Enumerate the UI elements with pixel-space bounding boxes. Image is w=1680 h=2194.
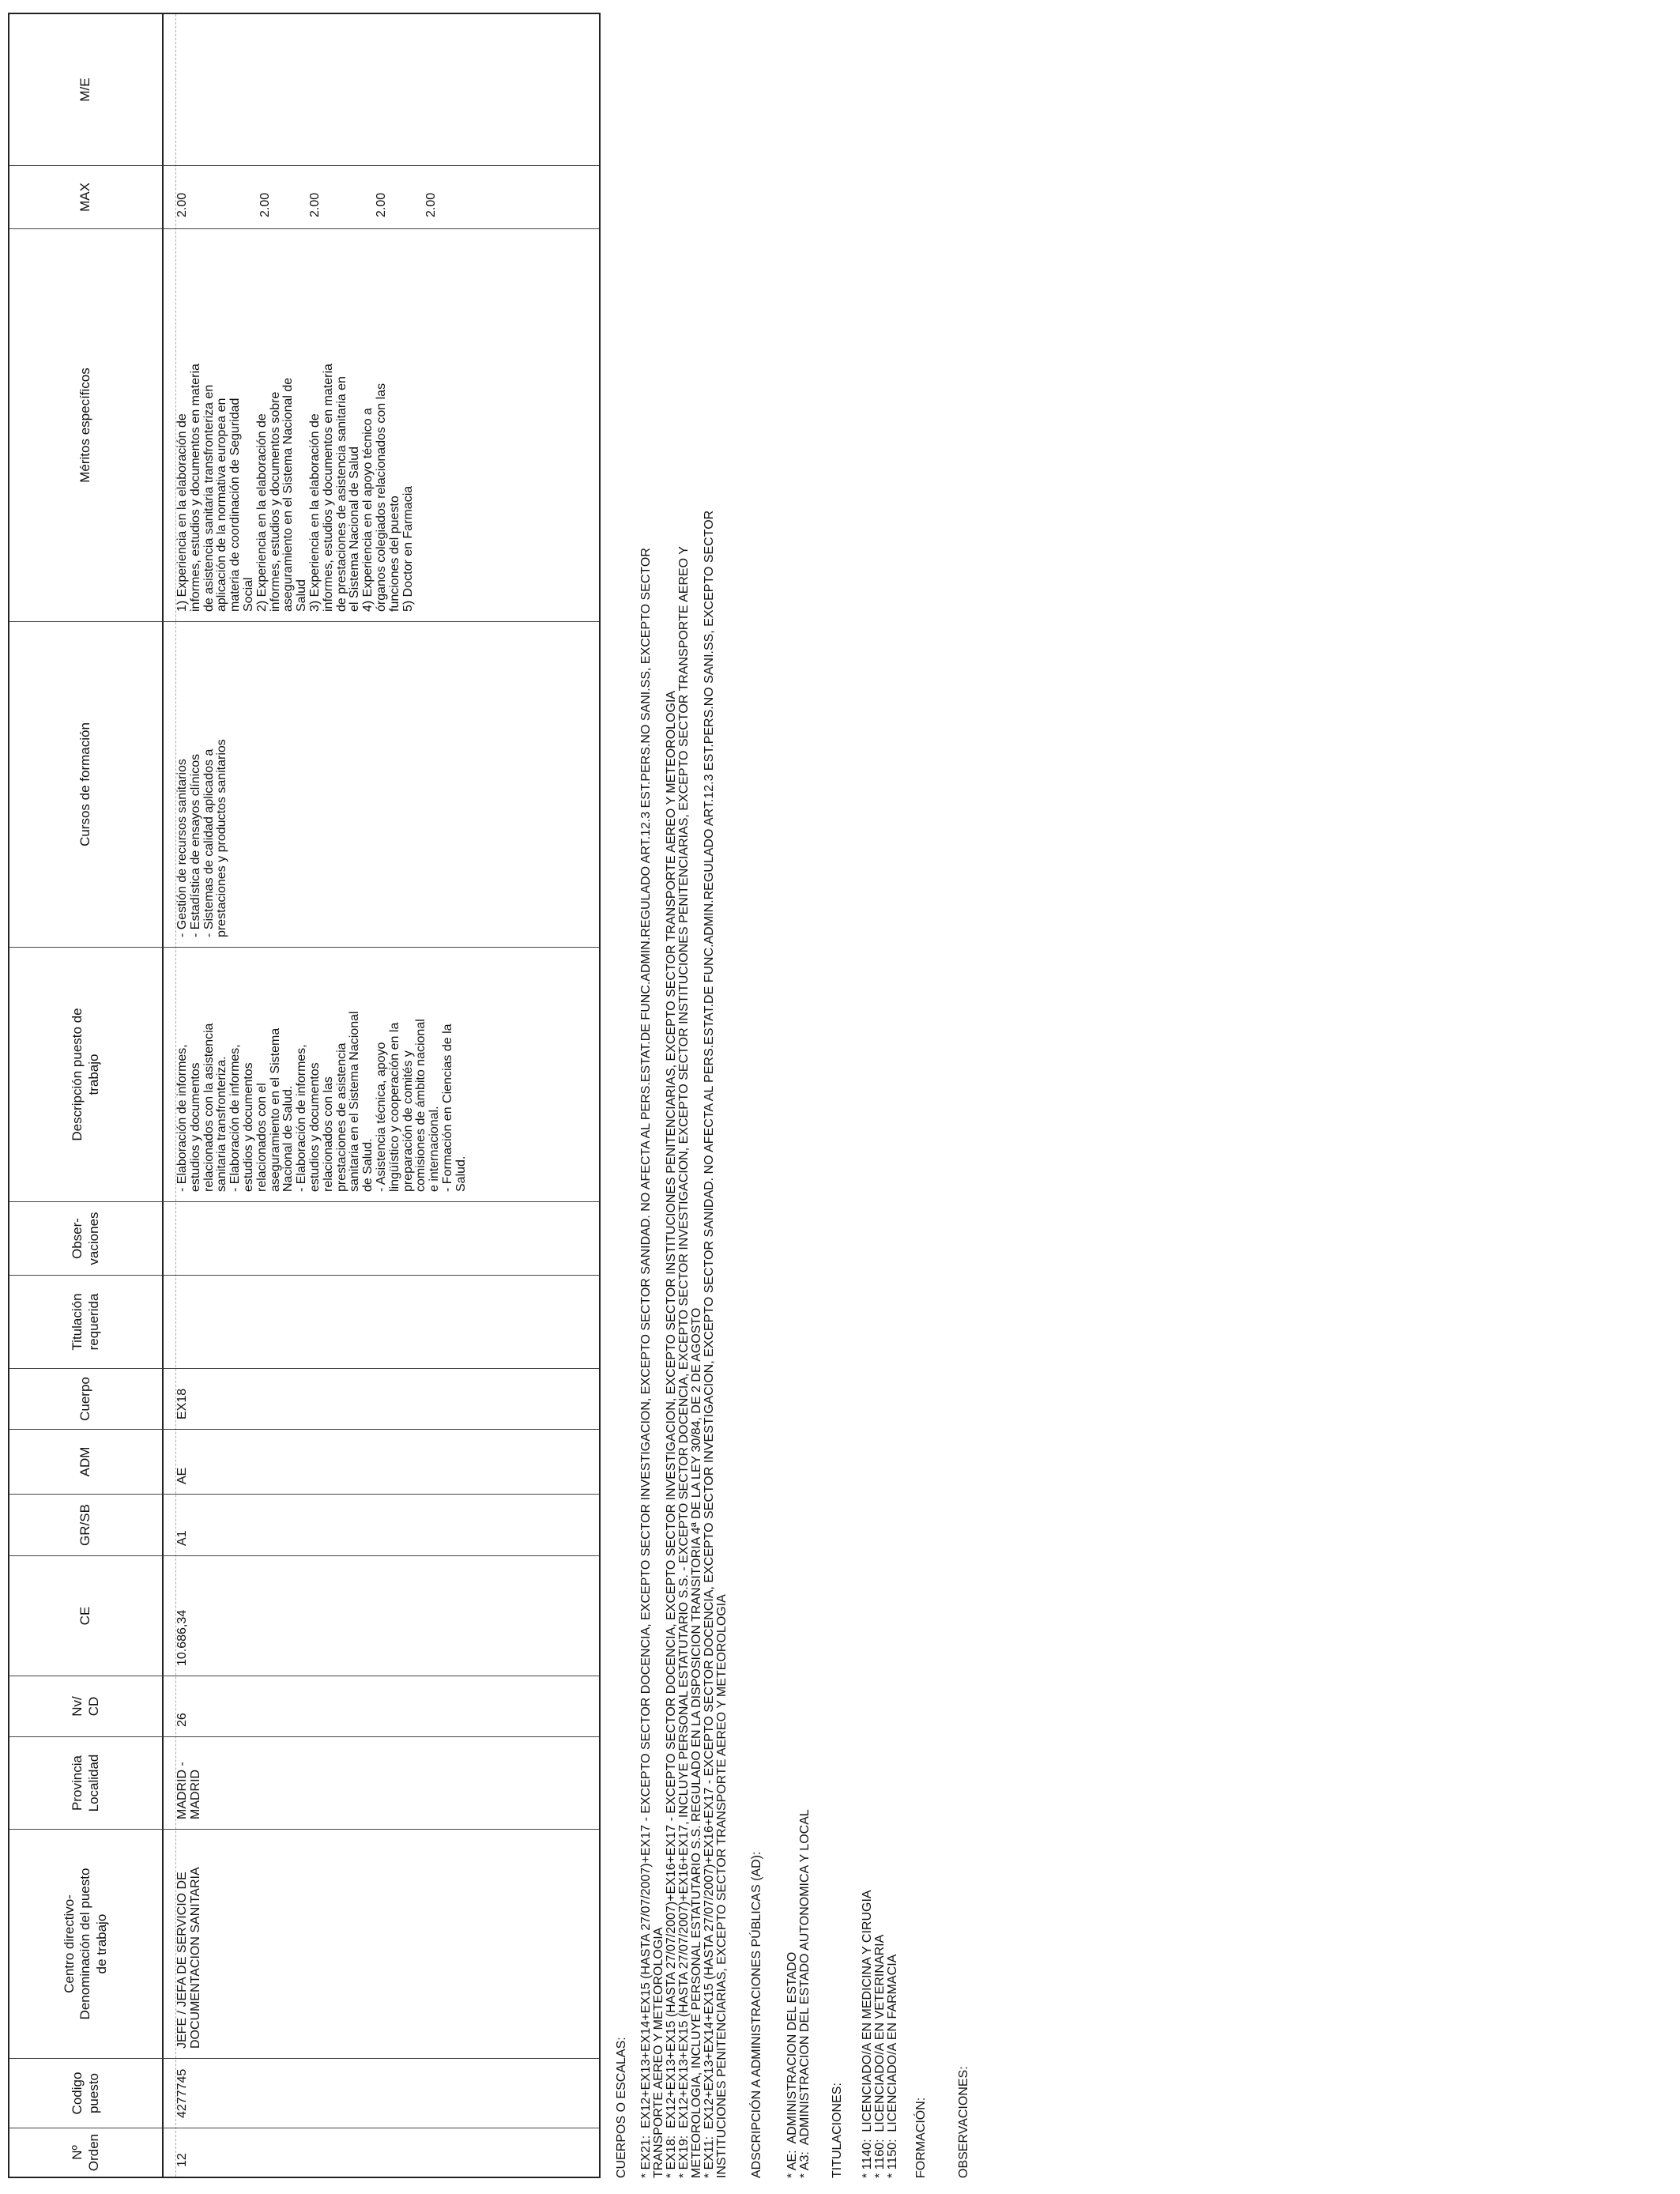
cell-me xyxy=(164,14,599,165)
adscripcion-title: ADSCRIPCIÓN A ADMINISTRACIONES PÚBLICAS (AD): xyxy=(750,1851,763,2178)
cuerpos-line: TRANSPORTE AEREO Y METEOROLOGIA xyxy=(652,1927,665,2178)
adscripcion-list xyxy=(786,1809,812,2178)
header-cursos: Cursos de formación xyxy=(9,621,164,947)
cuerpos-line: INSTITUCIONES PENITENCIARIAS, EXCEPTO SECTOR TRANSPORTE AEREO Y METEOROLOGIA xyxy=(715,1594,729,2178)
header-codigo: Codigo puesto xyxy=(9,2058,164,2128)
header-grsb: GR/SB xyxy=(9,1494,164,1555)
cell-cursos: - Gestión de recursos sanitarios - Estadística de ensayos clínicos - Sistemas de calidad aplicados a prestaciones y productos sanitarios xyxy=(164,621,599,947)
cell-observaciones xyxy=(164,1201,599,1275)
header-me: M/E xyxy=(9,14,164,165)
titulaciones-list xyxy=(861,1890,899,2178)
cuerpos-list xyxy=(640,511,729,2178)
cell-descripcion: - Elaboración de informes, estudios y documentos relacionados con la asistencia sanitaria transfronteriza. - Elaboración de informes, estudios y documentos relacionados con el aseguramiento en el Sistema Nacional de Salud. - Elaboración de informes, estudios y documentos relacionados con las prestaciones de asistencia sanitaria en el Sistema Nacional de Salud. - Asistencia técnica, apoyo lingüístico y cooperación en la preparación de comités y comisiones de ámbito nacional e internacional. - Formación en Ciencias de la Salud. xyxy=(164,947,599,1201)
cuerpos-line: * EX21: EX12+EX13+EX14+EX15 (HASTA 27/07/2007)+EX17 - EXCEPTO SECTOR DOCENCIA, EXCEPTO SECTOR INVESTIGACION, EXCEPTO SECTOR SANIDAD. NO AFECTA AL PERS.ESTAT.DE FUNC.ADMIN.REGULADO ART.12.3 EST.PERS.NO SANI.SS, EXCEPTO SECTOR xyxy=(639,548,653,2178)
header-cuerpo: Cuerpo xyxy=(9,1368,164,1429)
max-value-3: 2.00 xyxy=(308,192,322,217)
header-descripcion: Descripción puesto de trabajo xyxy=(9,947,164,1201)
cuerpos-title: CUERPOS O ESCALAS: xyxy=(615,2037,628,2178)
cuerpos-line: * EX19: EX12+EX13+EX15 (HASTA 27/07/2007)+EX16+EX17, INCLUYE PERSONAL ESTATUTARIO S.S. - EXCEPTO SECTOR DOCENCIA, EXCEPTO SECTOR INVESTIGACION, EXCEPTO SECTOR INSTITUCIONES PENITENCIARIAS, EXCEPTO SECTOR TRANSPORTE AEREO Y xyxy=(677,546,691,2178)
header-ce: CE xyxy=(9,1555,164,1676)
cell-codigo: 4277745 xyxy=(164,2058,599,2128)
cell-cuerpo: EX18 xyxy=(164,1368,599,1429)
titulaciones-line: * 1140: LICENCIADO/A EN MEDICINA Y CIRUGIA xyxy=(861,1890,874,2178)
max-value-5: 2.00 xyxy=(424,192,438,217)
cell-provincia: MADRID - MADRID xyxy=(164,1736,599,1829)
cell-meritos: 1) Experiencia en la elaboración de informes, estudios y documentos en materia de asistencia sanitaria transfronteriza en aplicación de la normativa europea en materia de coordinación de Seguridad Social 2) Experiencia en la elaboración de informes, estudios y documentos sobre aseguramiento en el Sistema Nacional de Salud 3) Experiencia en la elaboración de informes, estudios y documentos en materia de prestaciones de asistencia sanitaria en el Sistema Nacional de Salud 4) Experiencia en el apoyo técnico a órganos colegiados relacionados con las funciones del puesto 5) Doctor en Farmacia xyxy=(164,228,599,621)
cell-max xyxy=(164,165,599,228)
header-meritos: Méritos específicos xyxy=(9,228,164,621)
header-centro: Centro directivo- Denominación del puesto de trabajo xyxy=(9,1829,164,2058)
cell-orden: 12 xyxy=(164,2128,599,2177)
cell-adm: AE xyxy=(164,1429,599,1494)
max-value-4: 2.00 xyxy=(375,192,388,217)
cell-ce: 10.686,34 xyxy=(164,1555,599,1676)
max-value-1: 2.00 xyxy=(175,192,189,217)
cell-grsb: A1 xyxy=(164,1494,599,1555)
header-nivel: Nv/ CD xyxy=(9,1676,164,1736)
cell-centro: JEFE / JEFA DE SERVICIO DE DOCUMENTACION SANITARIA xyxy=(164,1829,599,2058)
cuerpos-line: * EX11: EX12+EX13+EX14+EX15 (HASTA 27/07/2007)+EX16+EX17 - EXCEPTO SECTOR DOCENCIA, EXCEPTO SECTOR INVESTIGACION, EXCEPTO SECTOR SANIDAD. NO AFECTA AL PERS.ESTAT.DE FUNC.ADMIN.REGULADO ART.12.3 EST.PERS.NO SANI.SS, EXCEPTO SECTOR xyxy=(703,510,716,2178)
adscripcion-line: * AE: ADMINISTRACION DEL ESTADO xyxy=(785,1951,799,2178)
max-value-2: 2.00 xyxy=(258,192,272,217)
header-titulacion: Titulación requerida xyxy=(9,1275,164,1368)
formacion-title: FORMACIÓN: xyxy=(914,2097,928,2178)
titulaciones-line: * 1150: LICENCIADO/A EN FARMACIA xyxy=(886,1954,899,2178)
adscripcion-line: * A3: ADMINISTRACION DEL ESTADO AUTONOMICA Y LOCAL xyxy=(798,1809,812,2178)
cell-titulacion xyxy=(164,1275,599,1368)
header-adm: ADM xyxy=(9,1429,164,1494)
positions-table xyxy=(8,13,601,2178)
header-provincia: Provincia Localidad xyxy=(9,1736,164,1829)
header-max: MAX xyxy=(9,165,164,228)
header-observaciones: Obser- vaciones xyxy=(9,1201,164,1275)
cell-nivel: 26 xyxy=(164,1676,599,1736)
titulaciones-title: TITULACIONES: xyxy=(831,2083,844,2178)
cuerpos-line: * EX18: EX12+EX13+EX15 (HASTA 27/07/2007)+EX16+EX17 - EXCEPTO SECTOR DOCENCIA, EXCEPTO SECTOR INVESTIGACION, EXCEPTO SECTOR INSTITUCIONES PENITENCIARIAS, EXCEPTO SECTOR TRANSPORTE AEREO Y METEOROLOGIA xyxy=(665,690,678,2178)
header-orden: Nº Orden xyxy=(9,2128,164,2177)
cuerpos-line: METEOROLOGIA, INCLUYE PERSONAL ESTATUTARIO S.S. REGULADO EN LA DISPOSICION TRANSITORIA 4ª DE LA LEY 30/84, DE 2 DE AGOSTO xyxy=(690,1307,703,2178)
observaciones-title: OBSERVACIONES: xyxy=(957,2066,970,2178)
titulaciones-line: * 1160: LICENCIADO/A EN VETERINARIA xyxy=(873,1934,887,2178)
